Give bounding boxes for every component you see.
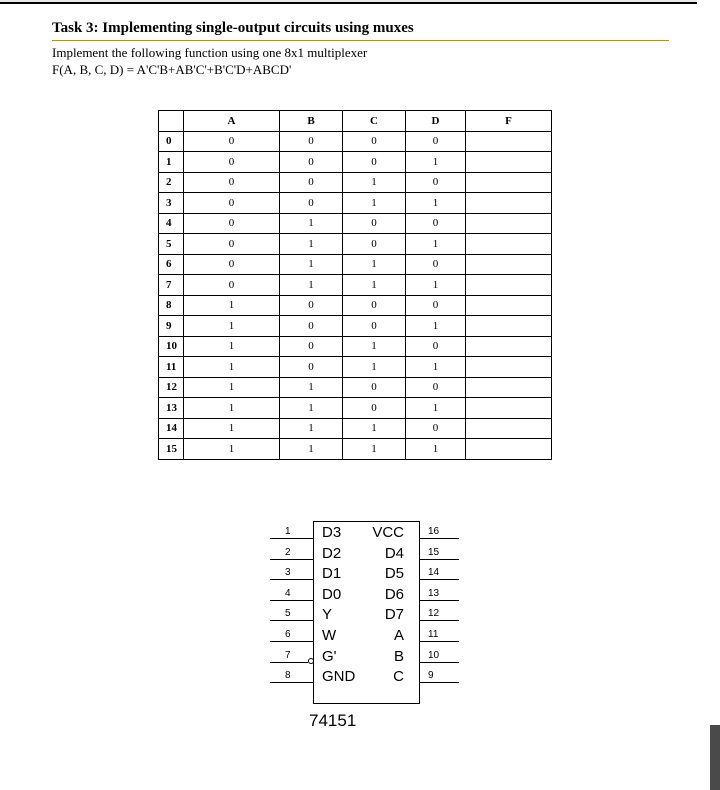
cell-c: 0 (343, 377, 406, 398)
row-index: 4 (159, 213, 184, 234)
header-index (159, 111, 184, 132)
table-row (159, 234, 552, 255)
cell-a: 0 (184, 172, 280, 193)
chip-part-number: 74151 (309, 711, 357, 730)
cell-c: 0 (343, 131, 406, 152)
cell-d: 1 (406, 275, 466, 296)
right-pin-number: 16 (428, 526, 440, 537)
left-pin-line (270, 538, 313, 539)
cell-f (466, 398, 552, 419)
left-pin-line (270, 600, 313, 601)
cell-a: 0 (184, 254, 280, 275)
cell-c: 1 (343, 357, 406, 378)
scrollbar-thumb[interactable] (710, 725, 720, 790)
right-pin-line (419, 559, 459, 560)
header-a: A (184, 111, 280, 132)
right-pin-number: 10 (428, 649, 440, 661)
cell-d: 1 (406, 398, 466, 419)
cell-a: 0 (184, 193, 280, 214)
instruction-text: Implement the following function using one 8x1 multiplexer (52, 45, 368, 60)
table-row (159, 377, 552, 398)
left-pin-number: 8 (285, 670, 291, 682)
row-index: 5 (159, 234, 184, 255)
right-pin-number: 13 (428, 587, 440, 599)
cell-b: 1 (280, 418, 343, 439)
right-pin-line (419, 662, 459, 663)
table-row (159, 336, 552, 357)
left-pin-line (270, 662, 308, 663)
table-row (159, 213, 552, 234)
right-pin-label: D7 (384, 606, 404, 624)
cell-d: 1 (406, 316, 466, 337)
right-pin-line (419, 538, 459, 539)
cell-c: 1 (343, 439, 406, 460)
row-index: 1 (159, 152, 184, 173)
row-index: 11 (159, 357, 184, 378)
cell-f (466, 336, 552, 357)
table-row (159, 316, 552, 337)
left-pin-number: 6 (285, 629, 291, 640)
cell-b: 1 (280, 254, 343, 275)
cell-a: 1 (184, 295, 280, 316)
table-row (159, 172, 552, 193)
left-pin-number: 4 (285, 587, 291, 599)
cell-d: 0 (406, 213, 466, 234)
left-pin-line (270, 559, 313, 560)
header-b: B (280, 111, 343, 132)
cell-d: 0 (406, 254, 466, 275)
cell-c: 0 (343, 295, 406, 316)
table-row (159, 193, 552, 214)
right-pin-label: C (393, 668, 404, 686)
cell-f (466, 234, 552, 255)
cell-c: 0 (343, 234, 406, 255)
cell-c: 0 (343, 316, 406, 337)
row-index: 7 (159, 275, 184, 296)
left-pin-line (270, 620, 313, 621)
cell-c: 0 (343, 213, 406, 234)
cell-f (466, 439, 552, 460)
cell-d: 0 (406, 377, 466, 398)
cell-f (466, 254, 552, 275)
cell-d: 0 (406, 336, 466, 357)
table-row (159, 131, 552, 152)
right-pin-number: 15 (428, 546, 440, 558)
cell-d: 1 (406, 234, 466, 255)
cell-d: 1 (406, 193, 466, 214)
right-pin-line (419, 682, 459, 683)
cell-d: 1 (406, 357, 466, 378)
left-pin-label: GND (322, 668, 356, 686)
cell-f (466, 213, 552, 234)
table-row (159, 152, 552, 173)
cell-f (466, 172, 552, 193)
cell-d: 0 (406, 295, 466, 316)
left-pin-number: 3 (285, 567, 291, 579)
table-row (159, 418, 552, 439)
cell-b: 0 (280, 172, 343, 193)
right-pin-label: D5 (384, 565, 404, 583)
left-pin-line (270, 579, 313, 580)
right-pin-line (419, 641, 459, 642)
left-pin-label: D0 (322, 585, 342, 603)
row-index: 9 (159, 316, 184, 337)
cell-f (466, 316, 552, 337)
cell-a: 1 (184, 377, 280, 398)
row-index: 3 (159, 193, 184, 214)
cell-b: 1 (280, 234, 343, 255)
table-row (159, 275, 552, 296)
left-pin-number: 1 (285, 526, 291, 537)
header-d: D (406, 111, 466, 132)
right-pin-line (419, 620, 459, 621)
table-row (159, 254, 552, 275)
header-c: C (343, 111, 406, 132)
left-pin-number: 2 (285, 546, 291, 558)
row-index: 15 (159, 439, 184, 460)
task-title: Task 3: Implementing single-output circuits using muxes (52, 20, 414, 36)
right-pin-line (419, 579, 459, 580)
truth-table (158, 110, 552, 460)
right-pin-number: 12 (428, 608, 440, 620)
cell-b: 0 (280, 336, 343, 357)
cell-f (466, 357, 552, 378)
cell-b: 1 (280, 275, 343, 296)
truth-table-header-row (159, 111, 552, 132)
cell-c: 1 (343, 275, 406, 296)
cell-d: 1 (406, 439, 466, 460)
cell-a: 1 (184, 316, 280, 337)
cell-b: 1 (280, 213, 343, 234)
left-pin-line (270, 682, 313, 683)
table-row (159, 295, 552, 316)
function-expression: F(A, B, C, D) = A'C'B+AB'C'+B'C'D+ABCD' (52, 62, 292, 77)
left-pin-label: G' (322, 647, 337, 665)
cell-b: 0 (280, 193, 343, 214)
row-index: 0 (159, 131, 184, 152)
cell-b: 0 (280, 295, 343, 316)
cell-a: 0 (184, 131, 280, 152)
row-index: 12 (159, 377, 184, 398)
left-pin-label: Y (322, 606, 333, 624)
right-pin-line (419, 600, 459, 601)
enable-inversion-bubble (308, 658, 314, 664)
cell-d: 0 (406, 172, 466, 193)
truth-table-body (159, 131, 552, 459)
right-pin-label: A (393, 627, 404, 644)
cell-b: 1 (280, 377, 343, 398)
cell-c: 1 (343, 193, 406, 214)
row-index: 10 (159, 336, 184, 357)
title-underline (52, 40, 669, 41)
cell-f (466, 377, 552, 398)
header-f: F (466, 111, 552, 132)
row-index: 13 (159, 398, 184, 419)
cell-a: 0 (184, 152, 280, 173)
cell-b: 0 (280, 152, 343, 173)
row-index: 8 (159, 295, 184, 316)
cell-c: 0 (343, 152, 406, 173)
cell-f (466, 295, 552, 316)
page-top-rule (0, 2, 697, 4)
cell-a: 0 (184, 213, 280, 234)
right-pin-label: D6 (384, 585, 404, 603)
cell-a: 0 (184, 275, 280, 296)
table-row (159, 439, 552, 460)
row-index: 6 (159, 254, 184, 275)
cell-b: 1 (280, 439, 343, 460)
right-pin-label: D4 (384, 544, 404, 562)
cell-b: 0 (280, 357, 343, 378)
cell-d: 1 (406, 152, 466, 173)
cell-f (466, 275, 552, 296)
cell-c: 1 (343, 336, 406, 357)
cell-f (466, 418, 552, 439)
cell-c: 0 (343, 398, 406, 419)
cell-b: 0 (280, 316, 343, 337)
right-pin-label: B (393, 647, 404, 665)
cell-a: 1 (184, 439, 280, 460)
left-pin-label: D2 (322, 544, 342, 562)
right-pin-number: 14 (428, 567, 440, 579)
cell-b: 1 (280, 398, 343, 419)
cell-a: 1 (184, 336, 280, 357)
cell-a: 1 (184, 418, 280, 439)
right-pin-number: 11 (428, 629, 439, 640)
left-pin-line (270, 641, 313, 642)
cell-f (466, 152, 552, 173)
cell-c: 1 (343, 254, 406, 275)
left-pin-number: 7 (285, 649, 291, 661)
cell-f (466, 131, 552, 152)
left-pin-label: W (322, 627, 337, 644)
cell-c: 1 (343, 172, 406, 193)
row-index: 14 (159, 418, 184, 439)
left-pin-number: 5 (285, 608, 291, 620)
table-row (159, 357, 552, 378)
cell-d: 0 (406, 131, 466, 152)
right-pin-label: VCC (372, 524, 404, 541)
left-pin-label: D3 (322, 524, 342, 541)
cell-d: 0 (406, 418, 466, 439)
cell-a: 0 (184, 234, 280, 255)
cell-a: 1 (184, 398, 280, 419)
right-pin-number: 9 (428, 670, 434, 682)
row-index: 2 (159, 172, 184, 193)
cell-a: 1 (184, 357, 280, 378)
cell-b: 0 (280, 131, 343, 152)
left-pin-label: D1 (322, 565, 342, 583)
cell-c: 1 (343, 418, 406, 439)
cell-f (466, 193, 552, 214)
table-row (159, 398, 552, 419)
